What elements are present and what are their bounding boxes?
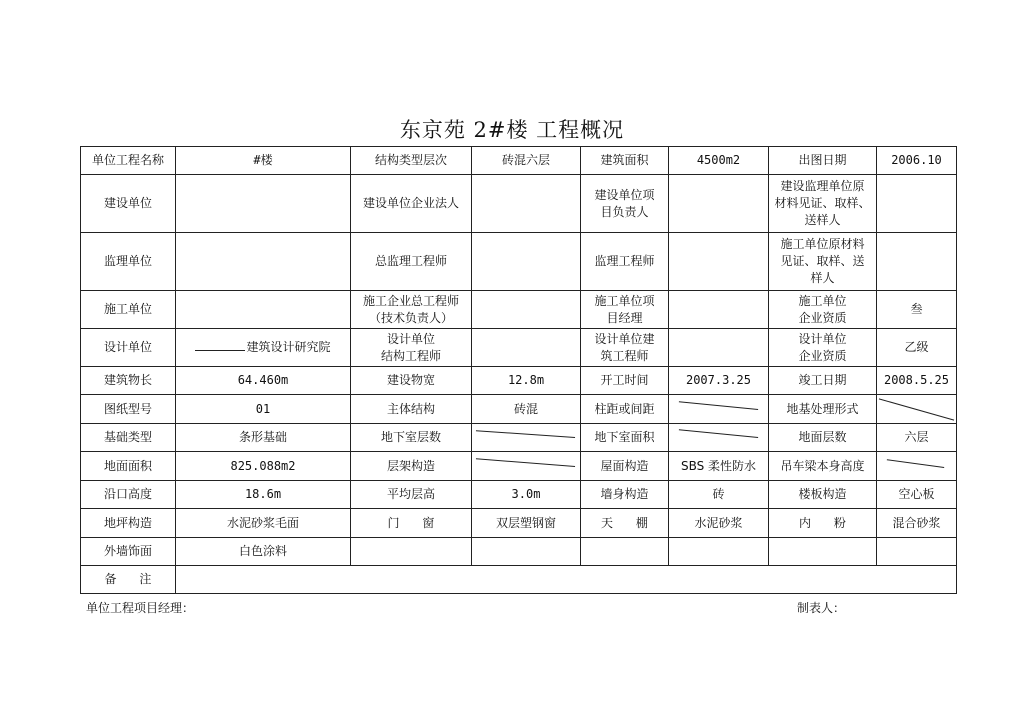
table-row [81, 452, 957, 481]
cell: 水泥砂浆毛面 [176, 509, 351, 538]
table-row [81, 147, 957, 175]
cell [472, 175, 581, 233]
cell [769, 538, 877, 566]
cell: 叁 [877, 291, 957, 329]
cell: 开工时间 [581, 367, 669, 395]
table-row [81, 538, 957, 566]
cell: 施工单位 [81, 291, 176, 329]
cell: 设计单位建 筑工程师 [581, 329, 669, 367]
cell: 柱距或间距 [581, 395, 669, 424]
cell: 单位工程名称 [81, 147, 176, 175]
table-row [81, 424, 957, 452]
footer-prepared-by: 制表人： [797, 601, 846, 615]
remarks-label: 备 注 [81, 566, 176, 594]
cell: 建筑物长 [81, 367, 176, 395]
cell [472, 291, 581, 329]
cell: 建设监理单位原 材料见证、取样、 送样人 [769, 175, 877, 233]
cell: #楼 [176, 147, 351, 175]
cell [669, 538, 769, 566]
cell [472, 538, 581, 566]
cell: 门 窗 [351, 509, 472, 538]
struck-cell [877, 452, 957, 481]
cell [877, 233, 957, 291]
cell: 双层塑钢窗 [472, 509, 581, 538]
cell: 3.0m [472, 481, 581, 509]
cell: 施工单位项 目经理 [581, 291, 669, 329]
cell: 天 棚 [581, 509, 669, 538]
strike-line [472, 424, 580, 451]
cell: 2006.10 [877, 147, 957, 175]
cell: 地面层数 [769, 424, 877, 452]
table-row [81, 509, 957, 538]
cell: 建设单位项 目负责人 [581, 175, 669, 233]
cell [581, 538, 669, 566]
cell: 监理单位 [81, 233, 176, 291]
cell: 4500m2 [669, 147, 769, 175]
cell: 砖混 [472, 395, 581, 424]
cell: 水泥砂浆 [669, 509, 769, 538]
struck-cell [669, 395, 769, 424]
table-row [81, 329, 957, 367]
cell: 楼板构造 [769, 481, 877, 509]
cell: 空心板 [877, 481, 957, 509]
cell: 建设单位 [81, 175, 176, 233]
struck-cell [877, 395, 957, 424]
page-title: 东京苑 2#楼 工程概况 [399, 118, 625, 142]
cell: 结构类型层次 [351, 147, 472, 175]
cell: 混合砂浆 [877, 509, 957, 538]
project-overview-table [80, 146, 957, 594]
cell: 砖 [669, 481, 769, 509]
cell: 出图日期 [769, 147, 877, 175]
table-row [81, 175, 957, 233]
cell: 设计单位 企业资质 [769, 329, 877, 367]
cell: 砖混六层 [472, 147, 581, 175]
cell: 2007.3.25 [669, 367, 769, 395]
cell [176, 291, 351, 329]
cell: 施工单位原材料 见证、取样、送 样人 [769, 233, 877, 291]
cell: 屋面构造 [581, 452, 669, 481]
cell: 地下室面积 [581, 424, 669, 452]
cell: 白色涂料 [176, 538, 351, 566]
cell: 外墙饰面 [81, 538, 176, 566]
cell: 建设单位企业法人 [351, 175, 472, 233]
cell: 条形基础 [176, 424, 351, 452]
cell [669, 233, 769, 291]
cell: 设计单位 [81, 329, 176, 367]
strike-line [669, 395, 768, 423]
design-unit-cell [176, 329, 351, 367]
struck-cell [669, 424, 769, 452]
cell: 主体结构 [351, 395, 472, 424]
cell: 01 [176, 395, 351, 424]
strike-line [669, 424, 768, 451]
cell: 18.6m [176, 481, 351, 509]
remarks-value [176, 566, 957, 594]
cell: 设计单位 结构工程师 [351, 329, 472, 367]
cell: 图纸型号 [81, 395, 176, 424]
cell: 12.8m [472, 367, 581, 395]
cell: 825.088m2 [176, 452, 351, 481]
table-row [81, 481, 957, 509]
cell: 平均层高 [351, 481, 472, 509]
cell [176, 233, 351, 291]
design-unit-name: 建筑设计研究院 [246, 340, 331, 354]
cell: 施工单位 企业资质 [769, 291, 877, 329]
struck-cell [472, 452, 581, 481]
table-row [81, 233, 957, 291]
cell: 64.460m [176, 367, 351, 395]
cell [669, 329, 769, 367]
blank-underline [195, 340, 245, 351]
table-row [81, 566, 957, 594]
cell [472, 233, 581, 291]
cell: 墙身构造 [581, 481, 669, 509]
cell: 乙级 [877, 329, 957, 367]
cell: 竣工日期 [769, 367, 877, 395]
cell: 地面面积 [81, 452, 176, 481]
footer-project-manager: 单位工程项目经理： [86, 601, 195, 615]
cell: 六层 [877, 424, 957, 452]
cell: 总监理工程师 [351, 233, 472, 291]
cell: 沿口高度 [81, 481, 176, 509]
table-row [81, 367, 957, 395]
cell [669, 291, 769, 329]
cell [176, 175, 351, 233]
cell: 地基处理形式 [769, 395, 877, 424]
cell [472, 329, 581, 367]
cell: 监理工程师 [581, 233, 669, 291]
cell [877, 175, 957, 233]
cell: 建筑面积 [581, 147, 669, 175]
cell: 2008.5.25 [877, 367, 957, 395]
cell: 地下室层数 [351, 424, 472, 452]
strike-line [472, 452, 580, 480]
cell: 施工企业总工程师 （技术负责人） [351, 291, 472, 329]
cell [669, 175, 769, 233]
cell: 建设物宽 [351, 367, 472, 395]
cell [877, 538, 957, 566]
cell: 基础类型 [81, 424, 176, 452]
strike-line [877, 452, 956, 480]
table-row [81, 395, 957, 424]
cell: SBS 柔性防水 [669, 452, 769, 481]
struck-cell [472, 424, 581, 452]
strike-line [877, 395, 956, 423]
cell: 层架构造 [351, 452, 472, 481]
cell: 吊车梁本身高度 [769, 452, 877, 481]
cell [351, 538, 472, 566]
cell: 地坪构造 [81, 509, 176, 538]
table-row [81, 291, 957, 329]
cell: 内 粉 [769, 509, 877, 538]
